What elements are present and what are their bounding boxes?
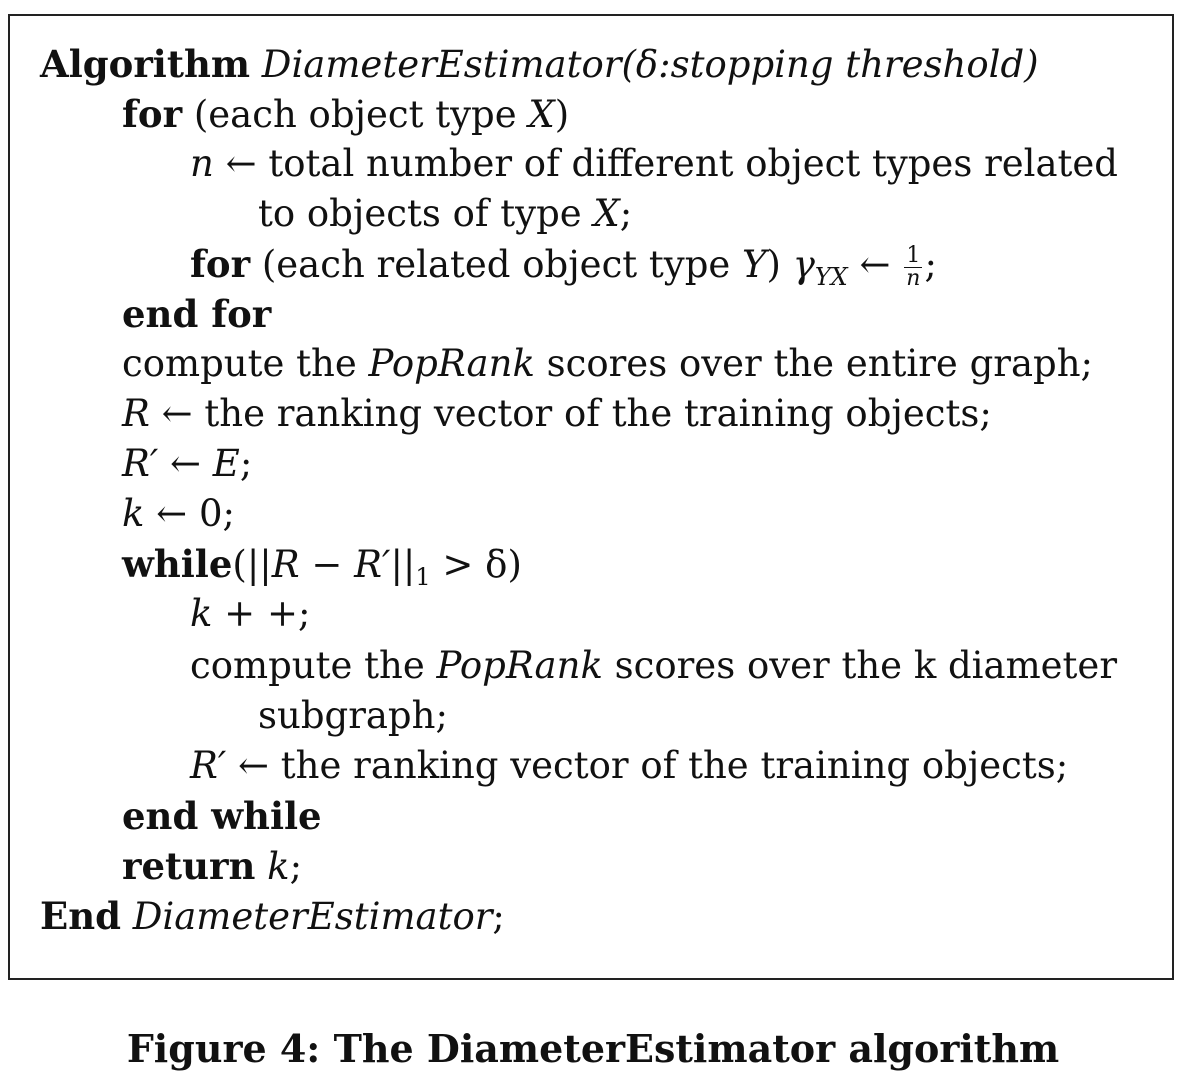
line-for-object-type	[122, 92, 569, 136]
line-text: ;	[492, 895, 505, 938]
line-text: )	[554, 93, 570, 136]
while-keyword: while	[122, 542, 233, 586]
gamma-subscript: YX	[814, 263, 848, 291]
variable-k: k	[190, 592, 213, 635]
line-text: compute the	[190, 644, 437, 687]
line-text: > δ)	[430, 543, 522, 586]
return-keyword: return	[122, 844, 256, 888]
figure-caption: Figure 4: The DiameterEstimator algorithm	[126, 1026, 1060, 1071]
line-end-for	[122, 292, 271, 336]
variable-r-prime: R′	[354, 543, 391, 586]
algorithm-box	[8, 14, 1174, 980]
line-n-assign-continued	[258, 192, 632, 236]
variable-r: R	[122, 392, 150, 435]
norm-subscript: 1	[415, 563, 431, 591]
algorithm-name: DiameterEstimator	[132, 895, 493, 938]
end-keyword: End	[40, 894, 121, 938]
line-text: ;	[924, 243, 937, 286]
algorithm-header	[40, 42, 1039, 86]
line-compute-k-diameter-continued	[258, 694, 448, 738]
line-for-related-type	[190, 242, 937, 291]
line-text: ||	[390, 543, 416, 586]
line-text: scores over the k diameter	[602, 644, 1118, 687]
line-text: ← 0;	[144, 492, 235, 535]
line-r-prime-assign	[122, 442, 252, 486]
line-text: −	[299, 543, 355, 586]
fraction	[904, 245, 922, 290]
line-text: (||	[232, 543, 272, 586]
line-text: scores over the entire graph;	[534, 342, 1094, 385]
line-while	[122, 542, 522, 591]
fraction-numerator: 1	[904, 245, 922, 268]
line-text: (each related object type	[250, 243, 743, 286]
line-text: )	[766, 243, 793, 286]
line-r-assign	[122, 392, 992, 436]
variable-y: Y	[742, 243, 767, 286]
line-text: ← total number of different object types related	[213, 142, 1118, 185]
algorithm-keyword: Algorithm	[40, 42, 251, 86]
variable-r: R	[271, 543, 300, 586]
for-keyword: for	[190, 242, 251, 286]
line-text: to objects of type	[258, 192, 594, 235]
line-text: ← the ranking vector of the training objects;	[226, 744, 1069, 787]
line-text: (each object type	[182, 93, 529, 136]
variable-r-prime: R′	[122, 442, 159, 485]
fraction-denominator: n	[906, 266, 921, 291]
end-while-keyword: end while	[122, 794, 322, 838]
poprank-term: PopRank	[436, 644, 603, 687]
assign-arrow: ←	[158, 442, 213, 485]
poprank-term: PopRank	[368, 342, 535, 385]
variable-e: E	[212, 442, 240, 485]
variable-k: k	[122, 492, 145, 535]
line-return	[122, 844, 302, 888]
line-text: ;	[619, 192, 633, 235]
line-text: + +;	[212, 592, 311, 635]
for-keyword: for	[122, 92, 183, 136]
assign-arrow: ←	[847, 243, 903, 286]
variable-r-prime: R′	[190, 744, 227, 787]
line-text: ;	[289, 845, 303, 888]
line-text: compute the	[122, 342, 369, 385]
line-r-prime-update	[190, 744, 1068, 788]
variable-x: X	[593, 192, 620, 235]
algorithm-signature: DiameterEstimator(δ:stopping threshold)	[261, 43, 1039, 86]
variable-k: k	[255, 845, 290, 888]
line-compute-entire-graph	[122, 342, 1093, 386]
line-text: subgraph;	[258, 694, 448, 737]
line-n-assign	[190, 142, 1118, 186]
line-end-while	[122, 794, 322, 838]
end-for-keyword: end for	[122, 292, 272, 336]
line-k-increment	[190, 592, 310, 636]
line-text: ← the ranking vector of the training objects;	[149, 392, 992, 435]
variable-n: n	[190, 142, 214, 185]
algorithm-footer	[40, 894, 505, 938]
line-compute-k-diameter	[190, 644, 1117, 688]
gamma-symbol: γ	[792, 243, 815, 286]
variable-x: X	[528, 93, 555, 136]
line-text: ;	[239, 442, 253, 485]
line-k-init	[122, 492, 235, 536]
